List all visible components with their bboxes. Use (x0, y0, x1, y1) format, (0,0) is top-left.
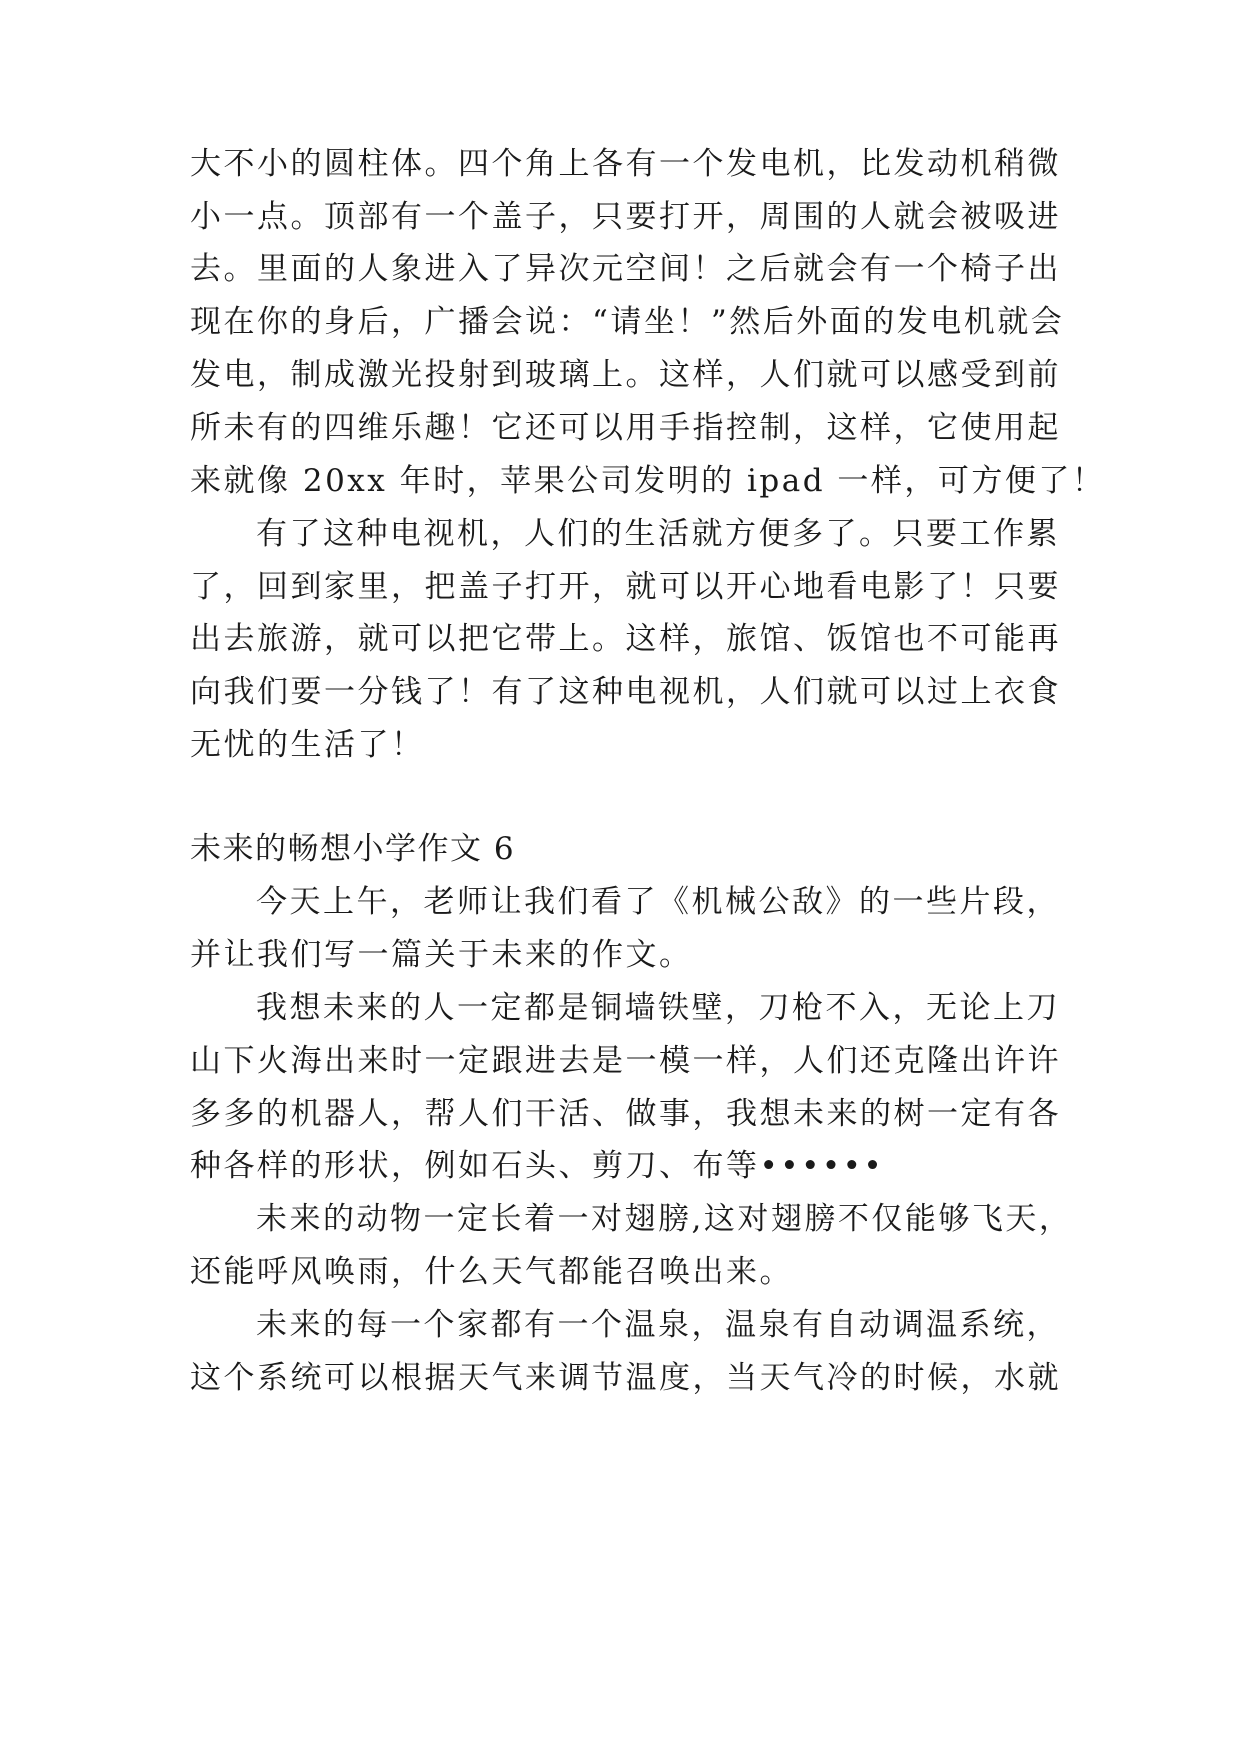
paragraph-2-line-3: 出去旅游，就可以把它带上。这样，旅馆、饭馆也不可能再 (190, 621, 1061, 657)
paragraph-3-line-2: 并让我们写一篇关于未来的作文。 (190, 937, 693, 973)
paragraph-4-line-3: 多多的机器人，帮人们干活、做事，我想未来的树一定有各 (190, 1096, 1061, 1132)
paragraph-1-line-6: 所未有的四维乐趣！它还可以用手指控制，这样，它使用起 (190, 410, 1061, 446)
paragraph-2-line-1: 有了这种电视机，人们的生活就方便多了。只要工作累 (256, 516, 1060, 552)
paragraph-4-line-4: 种各样的形状，例如石头、剪刀、布等•••••• (190, 1148, 885, 1184)
paragraph-2-line-5: 无忧的生活了！ (190, 727, 425, 763)
paragraph-6-line-2: 这个系统可以根据天气来调节温度，当天气冷的时候，水就 (190, 1360, 1061, 1396)
paragraph-5-line-1: 未来的动物一定长着一对翅膀,这对翅膀不仅能够飞天， (256, 1201, 1073, 1237)
paragraph-1-line-4: 现在你的身后，广播会说：“请坐！”然后外面的发电机就会 (190, 304, 1065, 340)
paragraph-1-line-1: 大不小的圆柱体。四个角上各有一个发电机，比发动机稍微 (190, 146, 1061, 182)
paragraph-1-line-3: 去。里面的人象进入了异次元空间！之后就会有一个椅子出 (190, 251, 1061, 287)
paragraph-3-line-1: 今天上午，老师让我们看了《机械公敌》的一些片段， (256, 884, 1060, 920)
paragraph-1-line-7: 来就像 20xx 年时，苹果公司发明的 ipad 一样，可方便了！ (190, 463, 1106, 499)
paragraph-4-line-1: 我想未来的人一定都是铜墙铁壁，刀枪不入，无论上刀 (256, 990, 1060, 1026)
paragraph-1-line-2: 小一点。顶部有一个盖子，只要打开，周围的人就会被吸进 (190, 199, 1061, 235)
paragraph-4-line-2: 山下火海出来时一定跟进去是一模一样，人们还克隆出许许 (190, 1043, 1061, 1079)
paragraph-5-line-2: 还能呼风唤雨，什么天气都能召唤出来。 (190, 1254, 793, 1290)
paragraph-2-line-4: 向我们要一分钱了！有了这种电视机，人们就可以过上衣食 (190, 674, 1061, 710)
paragraph-2-line-2: 了，回到家里，把盖子打开，就可以开心地看电影了！只要 (190, 569, 1061, 605)
paragraph-6-line-1: 未来的每一个家都有一个温泉，温泉有自动调温系统， (256, 1307, 1060, 1343)
paragraph-1-line-5: 发电，制成激光投射到玻璃上。这样，人们就可以感受到前 (190, 357, 1061, 393)
section-heading: 未来的畅想小学作文 6 (190, 831, 516, 867)
